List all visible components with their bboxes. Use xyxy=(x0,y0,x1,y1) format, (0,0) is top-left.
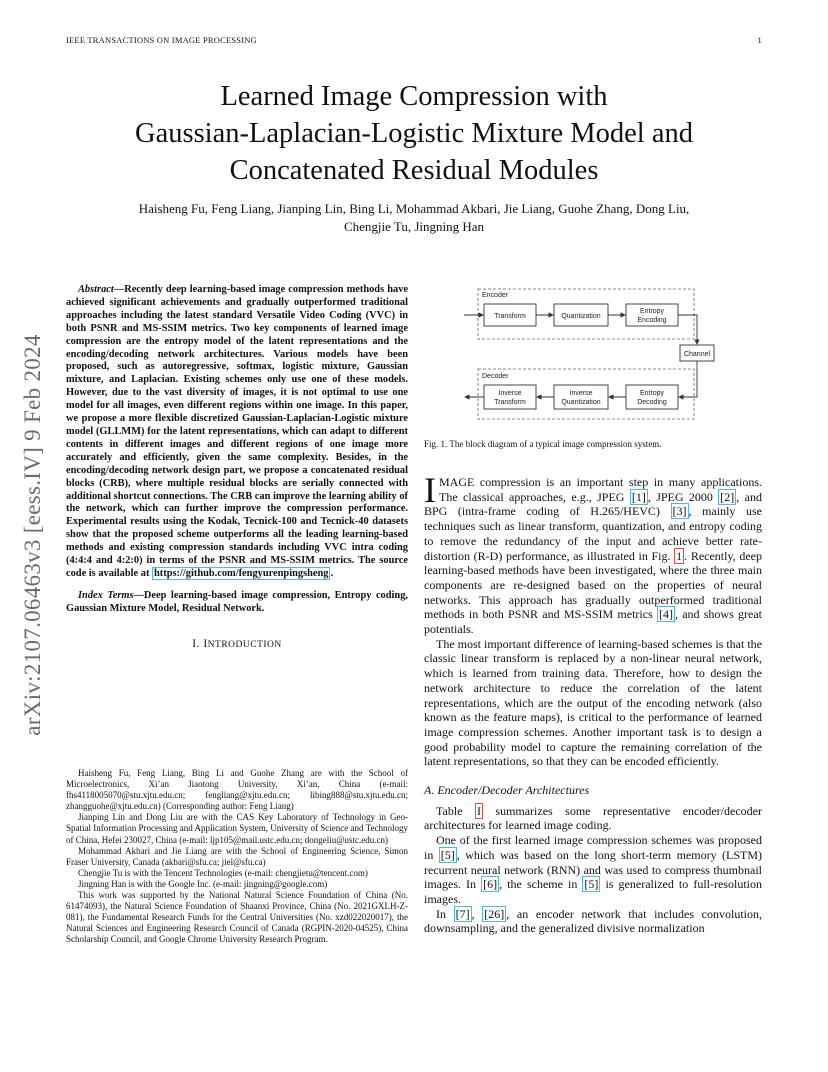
entropy-encoding-label-1: Entropy xyxy=(639,308,665,315)
left-column xyxy=(66,284,408,650)
authors-line-1: Haisheng Fu, Feng Liang, Jianping Lin, Bing Li, Mohammad Akbari, Jie Liang, Guohe Zhang, Dong Liu, xyxy=(138,201,690,216)
section-rest: NTRODUCTION xyxy=(207,639,282,650)
abstract-end: . xyxy=(330,567,334,579)
author-list xyxy=(70,200,758,235)
section-cap: I xyxy=(203,637,208,650)
text-run: , an encoder network that includes convolution, downsampling, and the generalized divisive normalization xyxy=(424,906,763,936)
entropy-encoding-label-2: Encoding xyxy=(637,317,667,324)
intro-body xyxy=(424,470,763,936)
entropy-decoding-label-1: Entropy xyxy=(639,390,665,397)
authors-line-2: Chengjie Tu, Jingning Han xyxy=(343,218,485,234)
index-terms xyxy=(66,590,408,616)
channel-label: Channel xyxy=(683,351,711,358)
transform-label: Transform xyxy=(494,313,526,320)
arxiv-stamp-text: arXiv:2107.06463v3 [eess.IV] 9 Feb 2024 xyxy=(20,334,45,736)
footnote: Jingning Han is with the Google Inc. (e-mail: jingning@google.com) xyxy=(78,878,328,889)
intro-paragraph-4 xyxy=(424,833,762,907)
citation-link[interactable]: [3] xyxy=(672,504,687,519)
right-column xyxy=(424,284,762,936)
figure-1-caption: Fig. 1. The block diagram of a typical image compression system. xyxy=(424,439,662,449)
footnote: Haisheng Fu, Feng Liang, Bing Li and Guohe Zhang are with the School of Microelectronics, Xi’an Jiaotong University, Xi’an, China (e-mail: fhs4118005070@stu.xjtu.edu.cn; fengliang@xjtu.edu.cn; libing888@stu.xjtu.edu.cn; zhangguohe@xjtu.edu.cn) (Corresponding author: Feng Liang) xyxy=(66,768,408,812)
footnote: Mohammad Akbari and Jie Liang are with the School of Engineering Science, Simon Fraser University, Canada (akbari@sfu.ca; jiel@sfu.ca) xyxy=(66,845,408,867)
inverse-transform-label-1: Inverse xyxy=(498,390,522,397)
footnote: Chengjie Tu is with the Tencent Technologies (e-mail: chengjietu@tencent.com) xyxy=(78,867,368,878)
inverse-transform-label-2: Transform xyxy=(494,399,526,406)
intro-paragraph-5 xyxy=(424,907,762,936)
index-terms-label: Index Terms xyxy=(78,589,134,601)
text-run: , and BPG (intra-frame coding of H.265/HEVC) xyxy=(424,489,762,519)
index-terms-text: —Deep learning-based image compression, Entropy coding, Gaussian Mixture Model, Residual Network. xyxy=(66,589,408,614)
citation-link[interactable]: [6] xyxy=(483,877,498,892)
table-link[interactable]: I xyxy=(476,803,481,818)
footnote: Jianping Lin and Dong Liu are with the CAS Key Laboratory of Technology in Geo-Spatial Information Processing and Application System, University of Science and Technology of China, Hefei 230027, China (e-mail: ljp105@mail.ustc.edu.cn; dongeliu@ustc.edu.cn) xyxy=(66,812,408,845)
text-run: MAGE compression is an important step in many applications. The classical approaches, e.g., JPEG xyxy=(439,475,762,504)
citation-link[interactable]: [2] xyxy=(720,489,735,504)
paper-title xyxy=(70,78,758,189)
quantization-label: Quantization xyxy=(561,313,601,320)
citation-link[interactable]: [5] xyxy=(584,877,599,892)
figure-1-diagram xyxy=(424,284,762,424)
title-line-2: Gaussian-Laplacian-Logistic Mixture Model and xyxy=(135,118,693,149)
text-run: One of the first learned image compression schemes was proposed in xyxy=(424,833,762,862)
inverse-quant-label-2: Quantization xyxy=(561,399,601,406)
title-line-3: Concatenated Residual Modules xyxy=(229,155,599,186)
text-run: In xyxy=(436,906,454,921)
title-line-1: Learned Image Compression with xyxy=(220,81,608,112)
text-run: , JPEG 2000 xyxy=(647,489,719,504)
author-footnotes xyxy=(66,768,408,946)
running-header xyxy=(66,35,762,45)
encoder-label: Encoder xyxy=(482,292,509,299)
section-number: I. xyxy=(192,637,200,650)
subsection-heading-encoder-decoder: A. Encoder/Decoder Architectures xyxy=(424,783,590,798)
text-run: is generalized to full-resolution images. xyxy=(424,877,762,906)
inverse-quant-label-1: Inverse xyxy=(569,390,593,397)
abstract-text: —Recently deep learning-based image compression methods have achieved significant achievements and gradually outperformed traditional approaches including the latest standard Versatile Video Coding (VVC) in both PSNR and MS-SSIM metrics. Two key components of learned image compression are the entropy model of the latent representations and the encoding/decoding network architectures. Various models have been proposed, such as autoregressive, softmax, logistic mixture, Gaussian mixture, and Laplacian. Existing schemes only use one of these models. However, due to the vast diversity of images, it is not optimal to use one model for all images, even different regions within one image. In this paper, we propose a more flexible discretized Gaussian-Laplacian-Logistic mixture model (GLLMM) for the latent representations, which can adapt to different contents in different images and different regions of one image more accurately and efficiently, given the same complexity. Besides, in the encoding/decoding network design part, we propose a concatenated residual blocks (CRB), where multiple residual blocks are serially connected with additional shortcut connections. The CRB can improve the learning ability of the network, which can further improve the compression performance. Experimental results using the Kodak, Tecnick-100 and Tecnick-40 datasets show that the proposed scheme outperforms all the leading learning-based methods and existing compression standards including VVC intra coding (4:4:4 and 4:2:0) in terms of the PSNR and MS-SSIM metrics. The source code is available at xyxy=(66,284,408,579)
text-run: Table xyxy=(436,803,475,818)
abstract-label: Abstract xyxy=(78,284,114,295)
text-run: , xyxy=(471,906,483,921)
text-run: , and shows great potentials. xyxy=(424,607,762,637)
citation-link[interactable]: [5] xyxy=(440,847,455,862)
block-diagram-svg xyxy=(424,284,762,424)
source-code-link[interactable]: https://github.com/fengyurenpingsheng xyxy=(154,567,329,579)
intro-paragraph-1 xyxy=(424,470,762,637)
section-heading-introduction xyxy=(66,638,408,650)
text-run: . Recently, deep learning-based methods have been investigated, where the three main components are re-designed based on the properties of neural networks. This approach has gradually outperformed traditional methods in both PSNR and MS-SSIM metrics xyxy=(424,548,762,622)
arxiv-stamp xyxy=(13,300,53,770)
drop-cap: I xyxy=(424,470,436,510)
citation-link[interactable]: [7] xyxy=(455,906,470,921)
citation-link[interactable]: [4] xyxy=(658,607,673,622)
entropy-decoding-label-2: Decoding xyxy=(637,399,667,406)
figure-link[interactable]: 1 xyxy=(676,548,683,563)
text-run: , the scheme in xyxy=(499,877,583,892)
page-number: 1 xyxy=(757,35,762,45)
text-run: summarizes some representative encoder/decoder architectures for learned image coding. xyxy=(424,803,762,833)
intro-paragraph-3 xyxy=(424,804,762,833)
abstract xyxy=(66,284,408,581)
footnote: This work was supported by the National Natural Science Foundation of China (No. 61474093), the Natural Science Foundation of Shaanxi Province, China (No. 2021GXLH-Z-081), the Fundamental Research Funds for the Central Universities (No. xzd022020017), the Natural Sciences and Engineering Research Council of Canada (RGPIN-2020-04525), China Scholarship Council, and Google Chrome University Research Program. xyxy=(66,890,408,945)
citation-link[interactable]: [26] xyxy=(484,906,505,921)
text-run: , which was based on the long short-term memory (LSTM) recurrent neural network (RNN) and was used to compress thumbnail images. In xyxy=(424,847,762,892)
decoder-label: Decoder xyxy=(482,373,509,380)
journal-name: IEEE TRANSACTIONS ON IMAGE PROCESSING xyxy=(66,35,257,45)
text-run: , mainly use techniques such as linear transform, quantization, and entropy coding to remove the redundancy of the input and achieve better rate-distortion (R-D) performance, as illustrated in Fig. xyxy=(424,504,762,563)
citation-link[interactable]: [1] xyxy=(631,489,646,504)
intro-paragraph-2: The most important difference of learning-based schemes is that the classic linear transform is replaced by a non-linear neural network, which is learned from training data. Therefore, how to design the network architecture to reduce the correlation of the latent representations, which are the output of the encoding network (also known as the feature maps), is critical to the performance of learned image compression schemes. Another important task is to design a good probability model to capture the remaining correlation of the latent representations, so that they can be encoded efficiently. xyxy=(424,636,763,769)
